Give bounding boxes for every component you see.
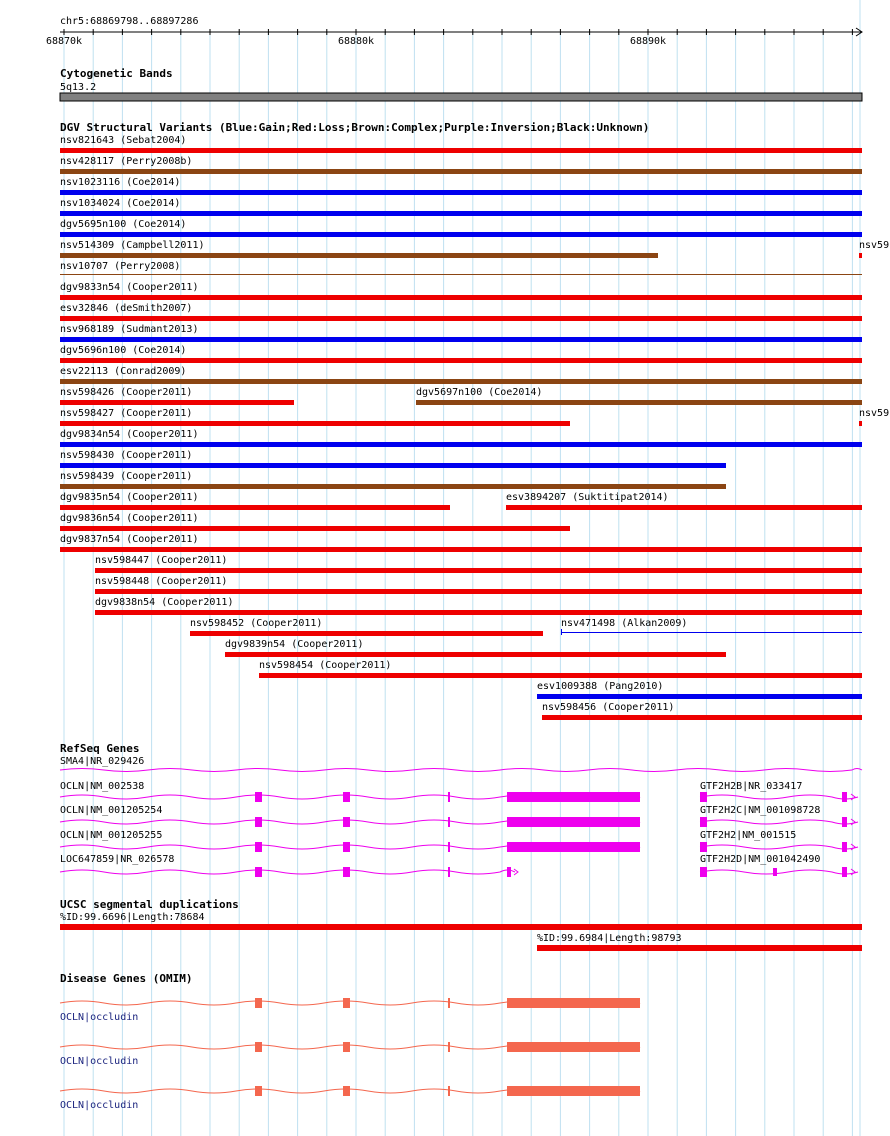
segdup-label: %ID:99.6984|Length:98793 — [537, 933, 682, 944]
strand-arrow-icon — [851, 794, 855, 800]
dgv-feature-label: esv3894207 (Suktitipat2014) — [506, 492, 669, 503]
dgv-feature-bar[interactable] — [225, 652, 726, 657]
dgv-feature-bar[interactable] — [60, 547, 862, 552]
dgv-feature-label: dgv9838n54 (Cooper2011) — [95, 597, 234, 608]
dgv-feature-bar[interactable] — [506, 505, 862, 510]
dgv-feature-bar[interactable] — [859, 421, 862, 426]
dgv-feature-bar[interactable] — [60, 253, 658, 258]
dgv-feature[interactable] — [60, 513, 570, 531]
exon[interactable] — [507, 1042, 640, 1052]
strand-arrow-icon — [851, 869, 855, 875]
exon[interactable] — [448, 998, 450, 1008]
dgv-feature[interactable] — [60, 135, 862, 153]
gene-label: GTF2H2|NM_001515 — [700, 830, 797, 841]
exon[interactable] — [507, 817, 640, 827]
dgv-feature-bar[interactable] — [60, 400, 294, 405]
exon[interactable] — [448, 867, 450, 877]
intron-line — [700, 820, 858, 824]
dgv-feature-label: esv22113 (Conrad2009) — [60, 366, 187, 377]
exon[interactable] — [507, 998, 640, 1008]
dgv-feature-label: nsv10707 (Perry2008) — [60, 261, 181, 272]
gene-model[interactable] — [60, 817, 640, 827]
ruler-tick-label: 68870k — [45, 36, 83, 47]
dgv-feature-bar[interactable] — [60, 526, 570, 531]
dgv-feature-bar[interactable] — [537, 694, 862, 699]
position-label: chr5:68869798..68897286 — [60, 16, 199, 27]
dgv-feature[interactable] — [60, 303, 862, 321]
exon[interactable] — [507, 842, 640, 852]
omim-gene-label[interactable]: OCLN|occludin — [60, 1056, 139, 1067]
dgv-feature-bar[interactable] — [60, 421, 570, 426]
dgv-feature-label: nsv821643 (Sebat2004) — [60, 135, 187, 146]
dgv-feature-label: nsv968189 (Sudmant2013) — [60, 324, 199, 335]
dgv-feature[interactable] — [506, 492, 862, 510]
gene-model[interactable] — [700, 842, 858, 852]
dgv-feature[interactable] — [561, 618, 862, 635]
dgv-feature[interactable] — [60, 471, 726, 489]
exon[interactable] — [700, 817, 707, 827]
gene-model[interactable] — [60, 792, 640, 802]
exon[interactable] — [255, 998, 262, 1008]
omim-gene-models[interactable] — [60, 998, 640, 1096]
dgv-feature-label: dgv9839n54 (Cooper2011) — [225, 639, 364, 650]
dgv-feature-label: dgv9837n54 (Cooper2011) — [60, 534, 199, 545]
dgv-feature-label: dgv9836n54 (Cooper2011) — [60, 513, 199, 524]
exon[interactable] — [255, 1086, 262, 1096]
exon[interactable] — [343, 998, 350, 1008]
dgv-feature[interactable] — [859, 240, 889, 258]
exon[interactable] — [448, 1086, 450, 1096]
dgv-feature[interactable] — [60, 156, 862, 174]
exon[interactable] — [700, 842, 707, 852]
track-title: UCSC segmental duplications — [60, 898, 239, 911]
exon[interactable] — [448, 1042, 450, 1052]
dgv-feature[interactable] — [95, 597, 862, 615]
track-title: Cytogenetic Bands — [60, 67, 173, 80]
intron-line — [700, 870, 858, 874]
exon[interactable] — [507, 1086, 640, 1096]
dgv-feature[interactable] — [60, 450, 726, 468]
gene-label: OCLN|NM_001205254 — [60, 805, 163, 816]
dgv-feature-bar[interactable] — [95, 568, 862, 573]
dgv-feature[interactable] — [190, 618, 543, 636]
exon[interactable] — [842, 867, 847, 877]
exon[interactable] — [343, 792, 350, 802]
strand-arrow-icon — [851, 819, 855, 825]
dgv-feature[interactable] — [60, 387, 294, 405]
exon[interactable] — [700, 867, 707, 877]
dgv-feature[interactable] — [60, 282, 862, 300]
dgv-feature[interactable] — [60, 324, 862, 342]
gene-label: LOC647859|NR_026578 — [60, 854, 175, 865]
dgv-feature[interactable] — [60, 492, 450, 510]
ruler-tick-label: 68890k — [629, 36, 667, 47]
dgv-feature-bar[interactable] — [60, 211, 862, 216]
dgv-feature[interactable] — [60, 366, 862, 384]
ruler-tick-label: 68880k — [337, 36, 375, 47]
gene-label: GTF2H2B|NR_033417 — [700, 781, 803, 792]
dgv-feature[interactable] — [537, 681, 862, 699]
dgv-feature-bar[interactable] — [561, 632, 862, 633]
exon[interactable] — [343, 1086, 350, 1096]
cytoband-bar[interactable] — [60, 93, 862, 101]
dgv-feature-label: nsv428117 (Perry2008b) — [60, 156, 193, 167]
exon[interactable] — [448, 842, 450, 852]
dgv-feature-label: nsv598448 (Cooper2011) — [95, 576, 228, 587]
dgv-feature-bar[interactable] — [60, 148, 862, 153]
dgv-feature-label: nsv59 — [859, 240, 890, 251]
omim-gene-model[interactable] — [60, 1086, 640, 1096]
omim-gene-label[interactable]: OCLN|occludin — [60, 1012, 139, 1023]
dgv-feature-label: nsv598456 (Cooper2011) — [542, 702, 675, 713]
exon[interactable] — [773, 868, 777, 876]
dgv-feature[interactable] — [60, 240, 658, 258]
gene-model[interactable] — [60, 867, 518, 877]
dgv-feature-bar[interactable] — [60, 463, 726, 468]
exon[interactable] — [343, 1042, 350, 1052]
strand-arrow-icon — [851, 844, 855, 850]
segdup-label: %ID:99.6696|Length:78684 — [60, 912, 205, 923]
dgv-feature-bar[interactable] — [60, 169, 862, 174]
gene-model[interactable] — [60, 842, 640, 852]
dgv-feature-label: nsv598452 (Cooper2011) — [190, 618, 323, 629]
dgv-feature-bar[interactable] — [60, 190, 862, 195]
dgv-feature[interactable] — [60, 219, 862, 237]
dgv-feature-bar[interactable] — [60, 337, 862, 342]
dgv-feature-label: nsv598447 (Cooper2011) — [95, 555, 228, 566]
dgv-feature[interactable] — [60, 534, 862, 552]
dgv-feature-label: esv32846 (deSmith2007) — [60, 303, 193, 314]
exon[interactable] — [255, 842, 262, 852]
gene-model[interactable] — [700, 867, 858, 877]
dgv-feature-label: nsv598439 (Cooper2011) — [60, 471, 193, 482]
dgv-feature-bar[interactable] — [542, 715, 862, 720]
dgv-feature[interactable] — [225, 639, 726, 657]
ruler — [46, 16, 862, 47]
dgv-feature-label: nsv1023116 (Coe2014) — [60, 177, 181, 188]
track-title: Disease Genes (OMIM) — [60, 972, 193, 985]
gene-label: OCLN|NM_002538 — [60, 781, 145, 792]
dgv-feature-bar[interactable] — [859, 253, 862, 258]
dgv-feature-label: dgv9833n54 (Cooper2011) — [60, 282, 199, 293]
dgv-feature-bar[interactable] — [190, 631, 543, 636]
dgv-feature[interactable] — [60, 345, 862, 363]
dgv-feature-bar[interactable] — [95, 589, 862, 594]
gene-model[interactable] — [700, 817, 858, 827]
omim-gene-label[interactable]: OCLN|occludin — [60, 1100, 139, 1111]
gene-label: OCLN|NM_001205255 — [60, 830, 163, 841]
segdup-bar[interactable] — [537, 945, 862, 951]
intron-line — [700, 795, 858, 799]
dgv-feature-label: nsv471498 (Alkan2009) — [561, 618, 688, 629]
omim-gene-model[interactable] — [60, 998, 640, 1008]
dgv-feature[interactable] — [60, 177, 862, 195]
exon[interactable] — [700, 792, 707, 802]
exon[interactable] — [255, 817, 262, 827]
exon[interactable] — [842, 842, 847, 852]
dgv-feature-bar[interactable] — [60, 274, 862, 275]
dgv-feature-label: nsv514309 (Campbell2011) — [60, 240, 205, 251]
exon[interactable] — [255, 867, 262, 877]
dgv-feature[interactable] — [95, 555, 862, 573]
dgv-feature-bar[interactable] — [416, 400, 862, 405]
exon[interactable] — [448, 817, 450, 827]
exon[interactable] — [343, 842, 350, 852]
exon[interactable] — [507, 867, 511, 877]
exon[interactable] — [343, 817, 350, 827]
dgv-feature-label: nsv59 — [859, 408, 890, 419]
dgv-feature[interactable] — [60, 429, 862, 447]
dgv-feature-label: nsv598426 (Cooper2011) — [60, 387, 193, 398]
dgv-feature-bar[interactable] — [60, 232, 862, 237]
dgv-feature-bar[interactable] — [60, 484, 726, 489]
dgv-feature-label: nsv598427 (Cooper2011) — [60, 408, 193, 419]
dgv-feature-label: dgv5695n100 (Coe2014) — [60, 219, 187, 230]
segdup-bar[interactable] — [60, 924, 862, 930]
dgv-feature-bar[interactable] — [60, 442, 862, 447]
dgv-feature-bar[interactable] — [60, 505, 450, 510]
exon[interactable] — [842, 792, 847, 802]
exon[interactable] — [448, 792, 450, 802]
dgv-feature[interactable] — [95, 576, 862, 594]
dgv-feature-bar[interactable] — [259, 673, 862, 678]
dgv-feature-bar[interactable] — [95, 610, 862, 615]
gene-label: GTF2H2D|NM_001042490 — [700, 854, 821, 865]
dgv-feature[interactable] — [416, 387, 862, 405]
dgv-feature[interactable] — [60, 198, 862, 216]
omim-gene-model[interactable] — [60, 1042, 640, 1052]
dgv-feature-bar[interactable] — [60, 379, 862, 384]
dgv-feature[interactable] — [542, 702, 862, 720]
dgv-feature-label: dgv9835n54 (Cooper2011) — [60, 492, 199, 503]
dgv-feature[interactable] — [859, 408, 889, 426]
dgv-feature-label: esv1009388 (Pang2010) — [537, 681, 664, 692]
intron-line — [700, 845, 858, 849]
dgv-feature-label: dgv9834n54 (Cooper2011) — [60, 429, 199, 440]
exon[interactable] — [343, 867, 350, 877]
dgv-feature-bar[interactable] — [60, 295, 862, 300]
dgv-feature-label: nsv598454 (Cooper2011) — [259, 660, 392, 671]
exon[interactable] — [255, 1042, 262, 1052]
dgv-feature[interactable] — [60, 408, 570, 426]
gene-model[interactable] — [700, 792, 858, 802]
dgv-feature-label: dgv5697n100 (Coe2014) — [416, 387, 543, 398]
gene-label: SMA4|NR_029426 — [60, 756, 145, 767]
dgv-feature-label: dgv5696n100 (Coe2014) — [60, 345, 187, 356]
track-omim[interactable] — [60, 972, 640, 1111]
dgv-feature-label: nsv598430 (Cooper2011) — [60, 450, 193, 461]
exon[interactable] — [255, 792, 262, 802]
exon[interactable] — [507, 792, 640, 802]
dgv-feature-label: nsv1034024 (Coe2014) — [60, 198, 181, 209]
dgv-feature-tick — [561, 629, 562, 635]
dgv-feature-bar[interactable] — [60, 316, 862, 321]
track-title: DGV Structural Variants (Blue:Gain;Red:Loss;Brown:Complex;Purple:Inversion;Black:Unknown) — [60, 121, 650, 134]
dgv-feature-bar[interactable] — [60, 358, 862, 363]
cytoband-label: 5q13.2 — [60, 82, 97, 93]
gene-label: GTF2H2C|NM_001098728 — [700, 805, 821, 816]
exon[interactable] — [842, 817, 847, 827]
intron-line — [60, 870, 515, 874]
track-title: RefSeq Genes — [60, 742, 140, 755]
